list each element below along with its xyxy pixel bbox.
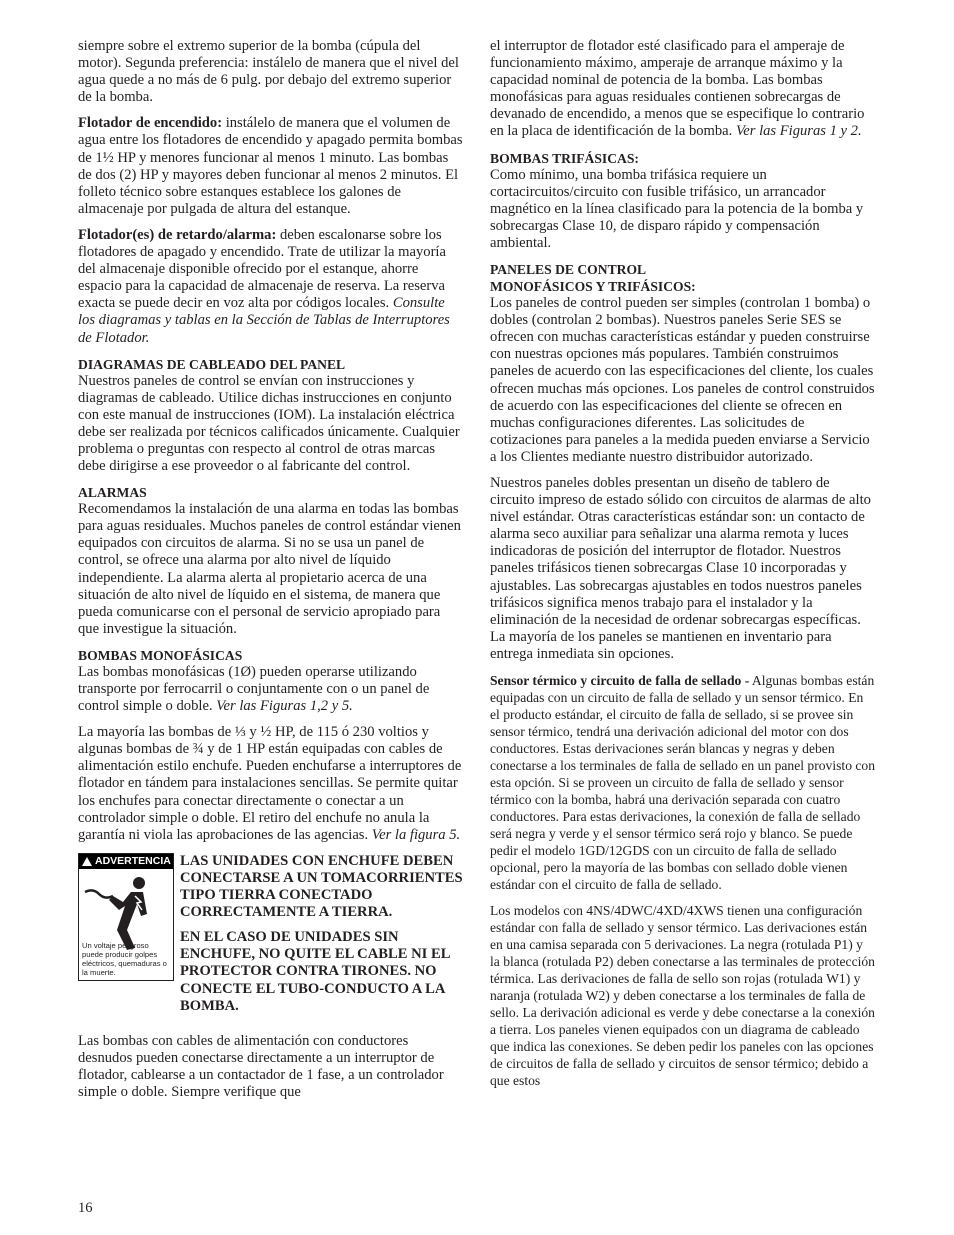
paragraph xyxy=(78,724,464,844)
paragraph-reference: Ver las Figuras 1 y 2. xyxy=(735,123,862,140)
section-heading: PANELES DE CONTROL xyxy=(490,262,647,278)
paragraph-reference: Ver las Figuras 1,2 y 5. xyxy=(216,698,353,715)
left-column xyxy=(78,38,464,1110)
warning-statement: EN EL CASO DE UNIDADES SIN ENCHUFE, NO QUITE EL CABLE NI EL PROTECTOR CONTRA TIRONES. NO CONECTE EL TUBO-CONDUCTO A LA BOMBA. xyxy=(180,929,450,1014)
warning-symbol xyxy=(78,853,174,981)
right-column xyxy=(490,38,876,1098)
alert-triangle-icon xyxy=(82,857,92,866)
warning-statement: LAS UNIDADES CON ENCHUFE DEBEN CONECTARSE A UN TOMACORRIENTES TIPO TIERRA CONECTADO CORRECTAMENTE A TIERRA. xyxy=(180,852,463,921)
paragraph-text: La mayoría las bombas de ⅓ y ½ HP, de 115 ó 230 voltios y algunas bombas de ¾ y de 1 HP están equipadas con cables de alimentación estilo enchufe. Pueden enchufarse a interruptores de flotador en tándem para instalaciones sencillas. Se permite quitar los enchufes para conectar directamente o conectar a un controlador simple o doble. El retiro del enchufe no anula la garantía ni viola las aprobaciones de las agencias. xyxy=(78,724,462,843)
paragraph-text: Algunas bombas están equipadas con un circuito de falla de sellado y un sensor térmico. En el producto estándar, el circuito de falla de sellado, si se provee sin sensor térmico, tendrá una derivación adicional del motor con dos conductores. Estas derivaciones serán blancas y negras y deben conectarse a los terminales de falla de sellado en un panel provisto con esta opción. Si se proveen un circuito de falla de sellado y sensor térmico con la bomba, habrá una derivación separada con cuatro conductores. Para estas derivaciones, la conexión de falla de sellado será negra y verde y el sensor térmico será rojo y blanco. Se puede pedir el modelo 1GD/12GDS con un circuito de falla de sellado opcional, pero la mayoría de las bombas con sellado doble vienen estándar con el circuito de falla de sellado. xyxy=(490,673,876,892)
paragraph: Los paneles de control pueden ser simples (controlan 1 bomba) o dobles (controlan 2 bombas). Nuestros paneles Serie SES se ofrecen con muchas características estándar y pueden construirse con nuestras opciones más populares. También construimos paneles de acuerdo con las especificaciones del cliente, los cuales ofrecen muchas más opciones. Los paneles de control construidos de acuerdo con las especificaciones del cliente se ofrecen en muchas configuraciones diferentes. Las solicitudes de cotizaciones para paneles a la medida pueden enviarse a Servicio a los Clientes mediante nuestro distribuidor autorizado. xyxy=(490,295,875,465)
term-label: Flotador(es) de retardo/alarma: xyxy=(78,226,277,243)
paragraph xyxy=(490,38,876,141)
page-number: 16 xyxy=(78,1200,93,1216)
paragraph xyxy=(490,672,876,893)
section-heading: BOMBAS TRIFÁSICAS: xyxy=(490,150,639,166)
paragraph-reference: Ver la figura 5. xyxy=(371,826,461,843)
section-heading: MONOFÁSICOS Y TRIFÁSICOS: xyxy=(490,279,696,295)
paragraph: Recomendamos la instalación de una alarma en todas las bombas para aguas residuales. Muchos paneles de control estándar vienen equipados con circuitos de alarma. Si no se usa un panel de control, se ofrece una alarma por alto nivel de líquido independiente. La alarma alerta al propietario acerca de una situación de alto nivel de líquido en el sistema, de manera que pueda comunicarse con el personal de servicio apropiado para que investigue la situación. xyxy=(78,501,461,637)
paragraph-text: Las bombas monofásicas (1Ø) pueden operarse utilizando transporte por ferrocarril o conjuntamente con o un panel de control simple o doble. xyxy=(78,663,430,715)
paragraph-text: instálelo de manera que el volumen de agua entre los flotadores de encendido y apagado permita bombas de 1½ HP y menores funcionar al menos 1 minuto. Las bombas de dos (2) HP y mayores deben funcionar al menos 2 minutos. El folleto técnico sobre estanques establece los galones de almacenaje por pulgada de altura del estanque. xyxy=(78,115,463,217)
paragraph: Las bombas con cables de alimentación con conductores desnudos pueden conectarse directamente a un interruptor de flotador, cablearse a un contactador de 1 fase, a un controlador simple o doble. Siempre verifique que xyxy=(78,1032,444,1100)
warning-banner xyxy=(79,854,173,869)
warning-label: ADVERTENCIA xyxy=(95,854,171,867)
term-label: Flotador de encendido: xyxy=(78,115,223,132)
warning-text xyxy=(180,853,464,1023)
paragraph: Nuestros paneles de control se envían con instrucciones y diagramas de cableado. Utilice dichas instrucciones en conjunto con este manual de instrucciones (IOM). La instalación eléctrica debe ser realizada por técnicos calificados únicamente. Cualquier problema o preguntas con respecto al control de otras marcas debe dirigirse a ese proveedor o al fabricante del control. xyxy=(78,372,460,475)
section-heading: ALARMAS xyxy=(78,485,147,501)
electric-shock-icon xyxy=(79,870,173,950)
warning-block xyxy=(78,853,464,1023)
paragraph-text: el interruptor de flotador esté clasificado para el amperaje de funcionamiento máximo, amperaje de arranque máximo y la capacidad nominal de potencia de la bomba. Las bombas monofásicas para aguas residuales contienen sobrecargas de devanado de encendido, a menos que se especifique lo contrario en la placa de identificación de la bomba. xyxy=(490,38,865,140)
paragraph-reference: Consulte los diagramas y tablas en la Sección de Tablas de Interruptores de Flotador. xyxy=(78,295,450,346)
section-heading: DIAGRAMAS DE CABLEADO DEL PANEL xyxy=(78,356,346,372)
paragraph-text: deben escalonarse sobre los flotadores de apagado y encendido. Trate de utilizar la mayoría del almacenaje disponible ofrecido por el estanque, ahorre espacio para la capacidad de almacenaje de reserva. La reserva exacta se puede decir en voz alta por códigos locales. xyxy=(78,226,446,312)
paragraph xyxy=(78,664,464,715)
paragraph xyxy=(78,227,464,347)
term-label: Sensor térmico y circuito de falla de sellado - xyxy=(490,673,750,688)
paragraph: siempre sobre el extremo superior de la bomba (cúpula del motor). Segunda preferencia: instálelo de manera que el nivel del agua quede a no más de 6 pulg. por debajo del extremo superior de la bomba. xyxy=(78,38,459,106)
paragraph: Los modelos con 4NS/4DWC/4XD/4XWS tienen una configuración estándar con falla de sellado y sensor térmico. Las derivaciones están en una camisa separada con 5 derivaciones. La negra (rotulada P1) y la blanca (rotulada P2) deben conectarse a las terminales de protección térmica. Las derivaciones de falla de sello son rojas (rotulada W1) y naranja (rotulada W2) y deben conectarse a los terminales de falla de sello. La derivación adicional es verde y debe conectarse a la conexión a tierra. Los paneles vienen equipados con un diagrama de cableado que indica las conexiones. Se deben pedir los paneles con las opciones de circuitos de falla de sellado y circuitos de sensor térmico; debido a que estos xyxy=(490,903,875,1088)
paragraph: Nuestros paneles dobles presentan un diseño de tablero de circuito impreso de estado sólido con circuitos de alarmas de alto nivel estándar. Otras características estándar son: un contacto de alarma seco auxiliar para señalizar una alarma remota y luces indicadoras de posición del interruptor de flotador. Nuestros paneles trifásicos tienen sobrecargas Clase 10 incorporadas y ajustables. Las sobrecargas ajustables en todos nuestros paneles trifásicos significa menos trabajo para el instalador y la eliminación de la necesidad de ordenar sobrecargas específicas. La mayoría de los paneles se mantienen en inventario para entrega inmediata sin opciones. xyxy=(490,474,871,662)
section-heading: BOMBAS MONOFÁSICAS xyxy=(78,647,243,663)
warning-caption: Un voltaje peligroso puede producir golpes eléctricos, quemaduras o la muerte. xyxy=(82,940,167,977)
paragraph: Como mínimo, una bomba trifásica requiere un cortacircuitos/circuito con fusible trifásico, un arrancador magnético en la línea clasificado para la potencia de la bomba y sobrecargas Clase 10, de disparo rápido y compensación ambiental. xyxy=(490,166,864,251)
paragraph xyxy=(78,115,464,218)
